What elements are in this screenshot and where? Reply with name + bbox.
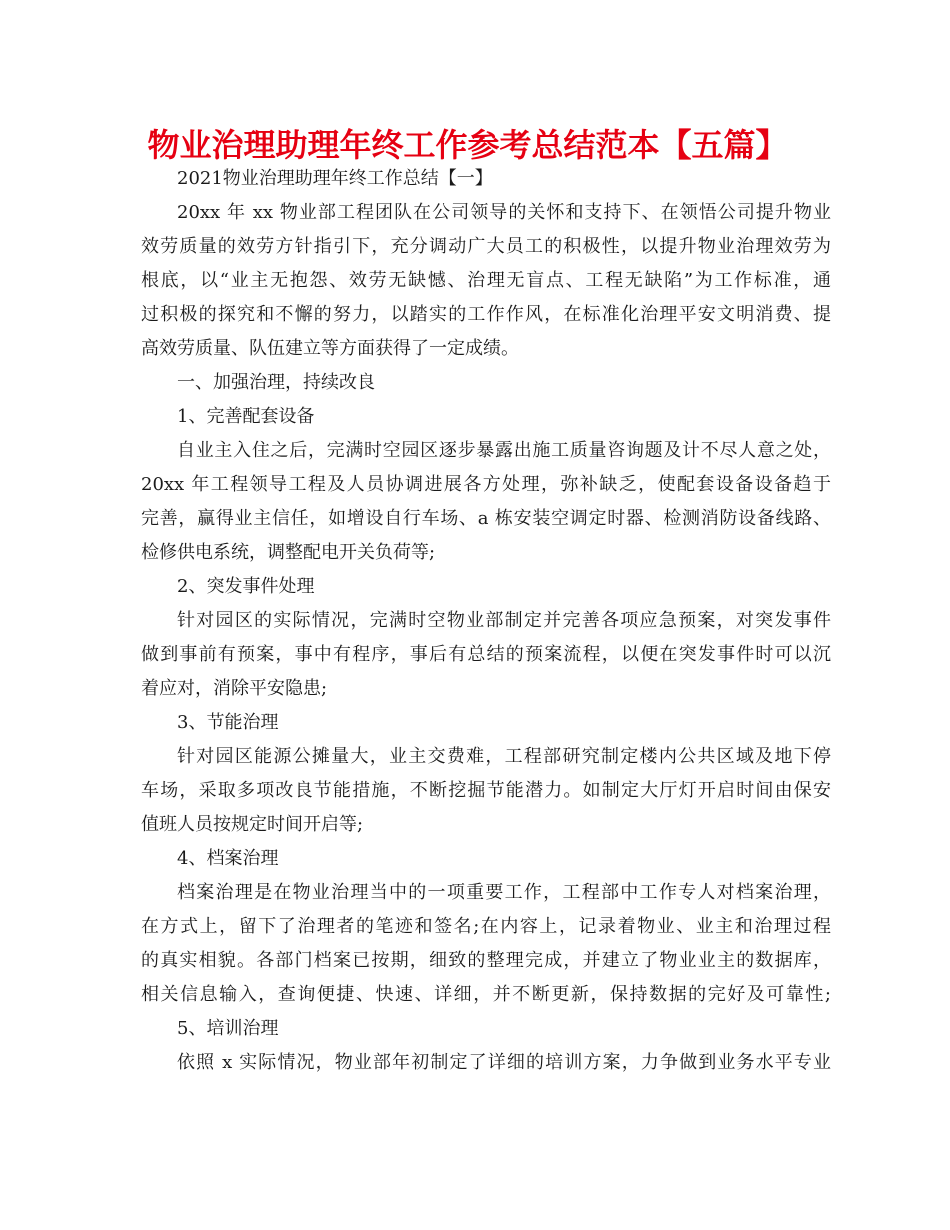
paragraph-line: 20xx 年 xx 物业部工程团队在公司领导的关怀和支持下、在领悟公司提升物业 — [177, 202, 831, 223]
paragraph-line: 完善，赢得业主信任，如增设自行车场、a 栋安装空调定时器、检测消防设备线路、 — [141, 508, 831, 529]
paragraph-line: 针对园区的实际情况，完满时空物业部制定并完善各项应急预案，对突发事件 — [177, 610, 831, 631]
subsection-heading: 5、培训治理 — [177, 1018, 279, 1039]
paragraph-line: 档案治理是在物业治理当中的一项重要工作，工程部中工作专人对档案治理， — [177, 882, 831, 903]
paragraph-line: 针对园区能源公摊量大，业主交费难，工程部研究制定楼内公共区域及地下停 — [177, 746, 831, 767]
paragraph-line: 着应对，消除平安隐患; — [141, 678, 328, 699]
section-heading: 一、加强治理，持续改良 — [177, 372, 375, 393]
paragraph-line: 做到事前有预案，事中有程序，事后有总结的预案流程，以便在突发事件时可以沉 — [141, 644, 831, 665]
document-title: 物业治理助理年终工作参考总结范本【五篇】 — [147, 126, 788, 164]
paragraph-line: 相关信息输入，查询便捷、快速、详细，并不断更新，保持数据的完好及可靠性; — [141, 984, 831, 1005]
paragraph-line: 的真实相貌。各部门档案已按期，细致的整理完成，并建立了物业业主的数据库， — [141, 950, 831, 971]
paragraph-line: 高效劳质量、队伍建立等方面获得了一定成绩。 — [141, 338, 519, 359]
paragraph-line: 检修供电系统，调整配电开关负荷等; — [141, 542, 436, 563]
paragraph-line: 依照 x 实际情况，物业部年初制定了详细的培训方案，力争做到业务水平专业 — [177, 1052, 831, 1073]
subsection-heading: 4、档案治理 — [177, 848, 279, 869]
document-subtitle: 2021物业治理助理年终工作总结【一】 — [177, 168, 493, 189]
document-body — [141, 162, 831, 1080]
paragraph-line: 效劳质量的效劳方针指引下，充分调动广大员工的积极性，以提升物业治理效劳为 — [141, 236, 831, 257]
paragraph-line: 根底，以“业主无抱怨、效劳无缺憾、治理无盲点、工程无缺陷”为工作标准，通 — [141, 270, 831, 291]
paragraph-line: 车场，采取多项改良节能措施，不断挖掘节能潜力。如制定大厅灯开启时间由保安 — [141, 780, 831, 801]
paragraph-line: 自业主入住之后，完满时空园区逐步暴露出施工质量咨询题及计不尽人意之处， — [177, 440, 831, 461]
subsection-heading: 2、突发事件处理 — [177, 576, 315, 597]
subsection-heading: 3、节能治理 — [177, 712, 279, 733]
paragraph-line: 20xx 年工程领导工程及人员协调进展各方处理，弥补缺乏，使配套设备设备趋于 — [141, 474, 831, 495]
paragraph-line: 过积极的探究和不懈的努力，以踏实的工作作风，在标准化治理平安文明消费、提 — [141, 304, 831, 325]
paragraph-line: 值班人员按规定时间开启等; — [141, 814, 364, 835]
subsection-heading: 1、完善配套设备 — [177, 406, 315, 427]
paragraph-line: 在方式上，留下了治理者的笔迹和签名;在内容上，记录着物业、业主和治理过程 — [141, 916, 831, 937]
